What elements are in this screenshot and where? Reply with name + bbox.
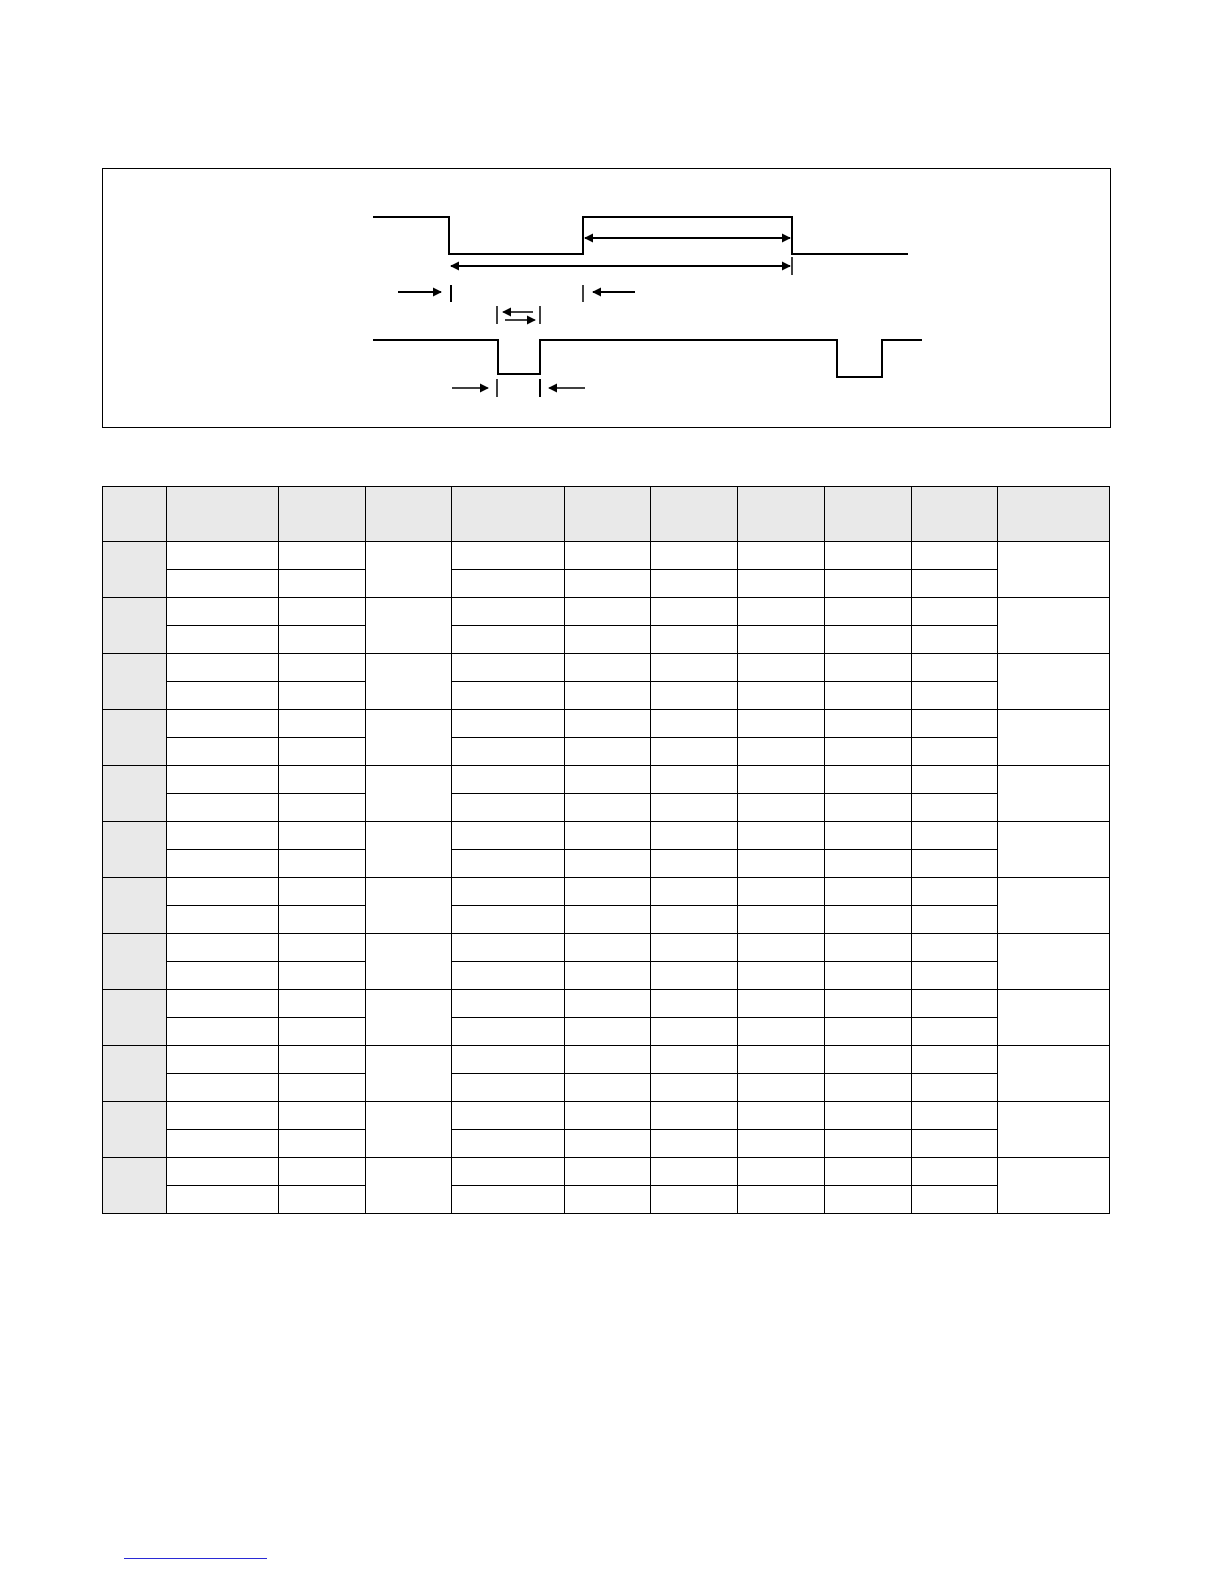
table-cell [825,1046,912,1074]
table-cell [366,878,452,934]
table-cell [998,990,1110,1046]
table-cell [279,1186,366,1214]
table-cell [738,598,825,626]
table-cell [167,738,279,766]
table-cell [651,626,738,654]
table-cell [651,1018,738,1046]
table-cell [825,1018,912,1046]
table-cell [825,1074,912,1102]
table-cell [366,654,452,710]
table-row [103,934,1110,962]
table-row [103,1158,1110,1186]
spec-table [102,486,1110,1214]
table-cell [452,1186,565,1214]
table-cell [651,654,738,682]
table-cell [912,766,998,794]
table-cell [279,1074,366,1102]
table-row [103,598,1110,626]
table-cell [825,570,912,598]
table-cell [998,1046,1110,1102]
table-row [103,682,1110,710]
table-cell [651,878,738,906]
table-cell [279,906,366,934]
table-cell [279,1158,366,1186]
table-cell [452,822,565,850]
table-cell [167,682,279,710]
table-cell [651,682,738,710]
table-cell [452,1046,565,1074]
table-cell [565,598,651,626]
table-cell [565,1186,651,1214]
table-cell [912,738,998,766]
table-cell [825,794,912,822]
table-cell [825,766,912,794]
table-cell [825,738,912,766]
table-cell [825,710,912,738]
table-cell [738,962,825,990]
table-cell [279,850,366,878]
table-cell [279,822,366,850]
table-cell [738,850,825,878]
table-cell [452,934,565,962]
table-row [103,794,1110,822]
table-cell [565,570,651,598]
table-cell [651,542,738,570]
table-cell [998,598,1110,654]
table-cell [912,626,998,654]
table-cell [912,1102,998,1130]
table-cell [167,1102,279,1130]
table-cell [825,1186,912,1214]
table-cell [565,878,651,906]
table-cell [912,850,998,878]
table-cell [998,822,1110,878]
table-cell [565,1074,651,1102]
table-cell [912,710,998,738]
table-row [103,766,1110,794]
table-cell [366,598,452,654]
table-cell [167,1130,279,1158]
table-cell [366,1102,452,1158]
table-cell [279,682,366,710]
table-cell [565,1130,651,1158]
table-cell [452,1074,565,1102]
table-cell [366,990,452,1046]
table-row [103,710,1110,738]
table-cell [998,1102,1110,1158]
table-cell [912,822,998,850]
table-cell [279,1102,366,1130]
table-cell [565,906,651,934]
table-cell [651,598,738,626]
table-cell [167,570,279,598]
table-cell [998,878,1110,934]
table-cell [738,1102,825,1130]
table-cell [565,766,651,794]
table-cell [912,570,998,598]
group-label-cell [103,654,167,710]
table-cell [912,654,998,682]
table-cell [452,626,565,654]
table-cell [651,766,738,794]
table-cell [167,906,279,934]
upper-waveform [373,217,908,254]
table-cell [651,906,738,934]
table-cell [651,1158,738,1186]
table-cell [738,654,825,682]
table-cell [738,1186,825,1214]
table-cell [565,1018,651,1046]
table-cell [452,794,565,822]
table-cell [565,962,651,990]
table-cell [452,850,565,878]
table-cell [167,626,279,654]
timing-diagram [103,169,1112,429]
table-cell [738,878,825,906]
table-cell [167,1018,279,1046]
table-cell [912,962,998,990]
table-row [103,626,1110,654]
table-cell [651,962,738,990]
table-cell [279,794,366,822]
header-cell [738,487,825,542]
table-cell [279,934,366,962]
table-cell [738,626,825,654]
table-cell [825,962,912,990]
table-cell [651,1130,738,1158]
table-cell [825,1130,912,1158]
header-cell [452,487,565,542]
table-cell [452,766,565,794]
table-cell [912,542,998,570]
table-row [103,906,1110,934]
group-label-cell [103,934,167,990]
header-cell [103,487,167,542]
table-cell [738,570,825,598]
header-cell [167,487,279,542]
table-row [103,822,1110,850]
header-cell [279,487,366,542]
table-row [103,1130,1110,1158]
table-cell [167,766,279,794]
table-cell [167,598,279,626]
table-cell [651,822,738,850]
table-cell [651,794,738,822]
table-cell [452,906,565,934]
table-cell [167,990,279,1018]
table-cell [912,906,998,934]
table-cell [366,542,452,598]
header-cell [912,487,998,542]
table-row [103,1018,1110,1046]
table-cell [167,850,279,878]
table-cell [825,822,912,850]
table-cell [452,1102,565,1130]
table-cell [998,710,1110,766]
table-row [103,1046,1110,1074]
table-cell [825,934,912,962]
table-cell [279,542,366,570]
table-body [103,542,1110,1214]
table-cell [167,794,279,822]
table-cell [565,654,651,682]
table-cell [912,1158,998,1186]
table-cell [912,682,998,710]
lower-waveform [373,340,922,377]
table-cell [825,598,912,626]
table-cell [452,542,565,570]
header-cell [998,487,1110,542]
table-row [103,850,1110,878]
table-cell [738,794,825,822]
table-cell [565,682,651,710]
table-row [103,738,1110,766]
table-cell [738,906,825,934]
table-cell [565,710,651,738]
table-cell [279,878,366,906]
table-cell [279,1046,366,1074]
table-cell [167,1158,279,1186]
group-label-cell [103,1158,167,1214]
group-label-cell [103,822,167,878]
table-cell [452,710,565,738]
table-cell [738,766,825,794]
header-cell [651,487,738,542]
table-cell [565,1158,651,1186]
group-label-cell [103,598,167,654]
table-row [103,962,1110,990]
table-cell [366,766,452,822]
group-label-cell [103,766,167,822]
table-cell [452,962,565,990]
table-cell [279,570,366,598]
table-cell [167,654,279,682]
table-cell [651,1102,738,1130]
timing-diagram-panel [102,168,1111,428]
table-cell [912,934,998,962]
table-cell [452,1018,565,1046]
group-label-cell [103,710,167,766]
table-cell [279,626,366,654]
header-cell [565,487,651,542]
table-cell [565,822,651,850]
table-cell [912,878,998,906]
table-cell [452,570,565,598]
table-cell [738,710,825,738]
footer-link[interactable] [124,1558,267,1559]
table-cell [279,962,366,990]
table-row [103,990,1110,1018]
table-cell [738,990,825,1018]
table-cell [998,766,1110,822]
table-cell [279,738,366,766]
table-cell [167,1074,279,1102]
table-cell [738,682,825,710]
table-cell [825,1158,912,1186]
table-cell [912,1046,998,1074]
table-cell [651,990,738,1018]
table-cell [565,850,651,878]
table-cell [651,738,738,766]
table-cell [366,710,452,766]
table-cell [565,1046,651,1074]
table-row [103,542,1110,570]
table-cell [651,570,738,598]
table-cell [825,1102,912,1130]
table-cell [651,1074,738,1102]
table-cell [366,822,452,878]
table-cell [452,1158,565,1186]
table-cell [452,654,565,682]
table-cell [651,934,738,962]
table-cell [998,542,1110,598]
table-cell [912,794,998,822]
table-cell [825,654,912,682]
group-label-cell [103,1102,167,1158]
table-cell [366,1158,452,1214]
table-cell [998,1158,1110,1214]
table-cell [825,906,912,934]
group-label-cell [103,542,167,598]
group-label-cell [103,990,167,1046]
table-row [103,570,1110,598]
header-cell [825,487,912,542]
table-cell [738,542,825,570]
table-cell [825,990,912,1018]
table-cell [738,738,825,766]
table-cell [738,1130,825,1158]
table-cell [565,794,651,822]
table-row [103,1074,1110,1102]
table-cell [738,1018,825,1046]
table-cell [912,990,998,1018]
table-cell [565,542,651,570]
table-row [103,1102,1110,1130]
table-cell [279,1130,366,1158]
table-cell [167,542,279,570]
table-cell [738,1074,825,1102]
table-cell [452,1130,565,1158]
table-cell [651,710,738,738]
table-cell [279,990,366,1018]
table-cell [825,850,912,878]
table-cell [825,878,912,906]
table-cell [167,1046,279,1074]
table-cell [279,710,366,738]
table-cell [912,1130,998,1158]
table-cell [452,598,565,626]
table-cell [366,1046,452,1102]
table-cell [366,934,452,990]
table-cell [167,822,279,850]
table-cell [452,878,565,906]
table-cell [651,1186,738,1214]
table-cell [279,1018,366,1046]
table-cell [738,822,825,850]
table-header-row [103,487,1110,542]
table-cell [738,934,825,962]
table-cell [825,682,912,710]
table-cell [912,1074,998,1102]
table-cell [998,934,1110,990]
table-cell [279,598,366,626]
table-row [103,654,1110,682]
table-cell [651,850,738,878]
group-label-cell [103,878,167,934]
table-cell [452,738,565,766]
table-cell [825,626,912,654]
table-cell [912,1186,998,1214]
table-cell [565,626,651,654]
table-cell [279,654,366,682]
table-cell [167,1186,279,1214]
table-cell [452,990,565,1018]
header-cell [366,487,452,542]
table-cell [565,738,651,766]
table-cell [279,766,366,794]
group-label-cell [103,1046,167,1102]
table-cell [167,934,279,962]
table-cell [167,962,279,990]
table-cell [565,990,651,1018]
table-cell [167,878,279,906]
table-row [103,1186,1110,1214]
table-cell [565,1102,651,1130]
table-row [103,878,1110,906]
table-cell [452,682,565,710]
table-cell [651,1046,738,1074]
table-cell [565,934,651,962]
table-cell [912,1018,998,1046]
table-cell [825,542,912,570]
table-cell [998,654,1110,710]
table-cell [912,598,998,626]
table-cell [738,1158,825,1186]
table-cell [738,1046,825,1074]
table-cell [167,710,279,738]
